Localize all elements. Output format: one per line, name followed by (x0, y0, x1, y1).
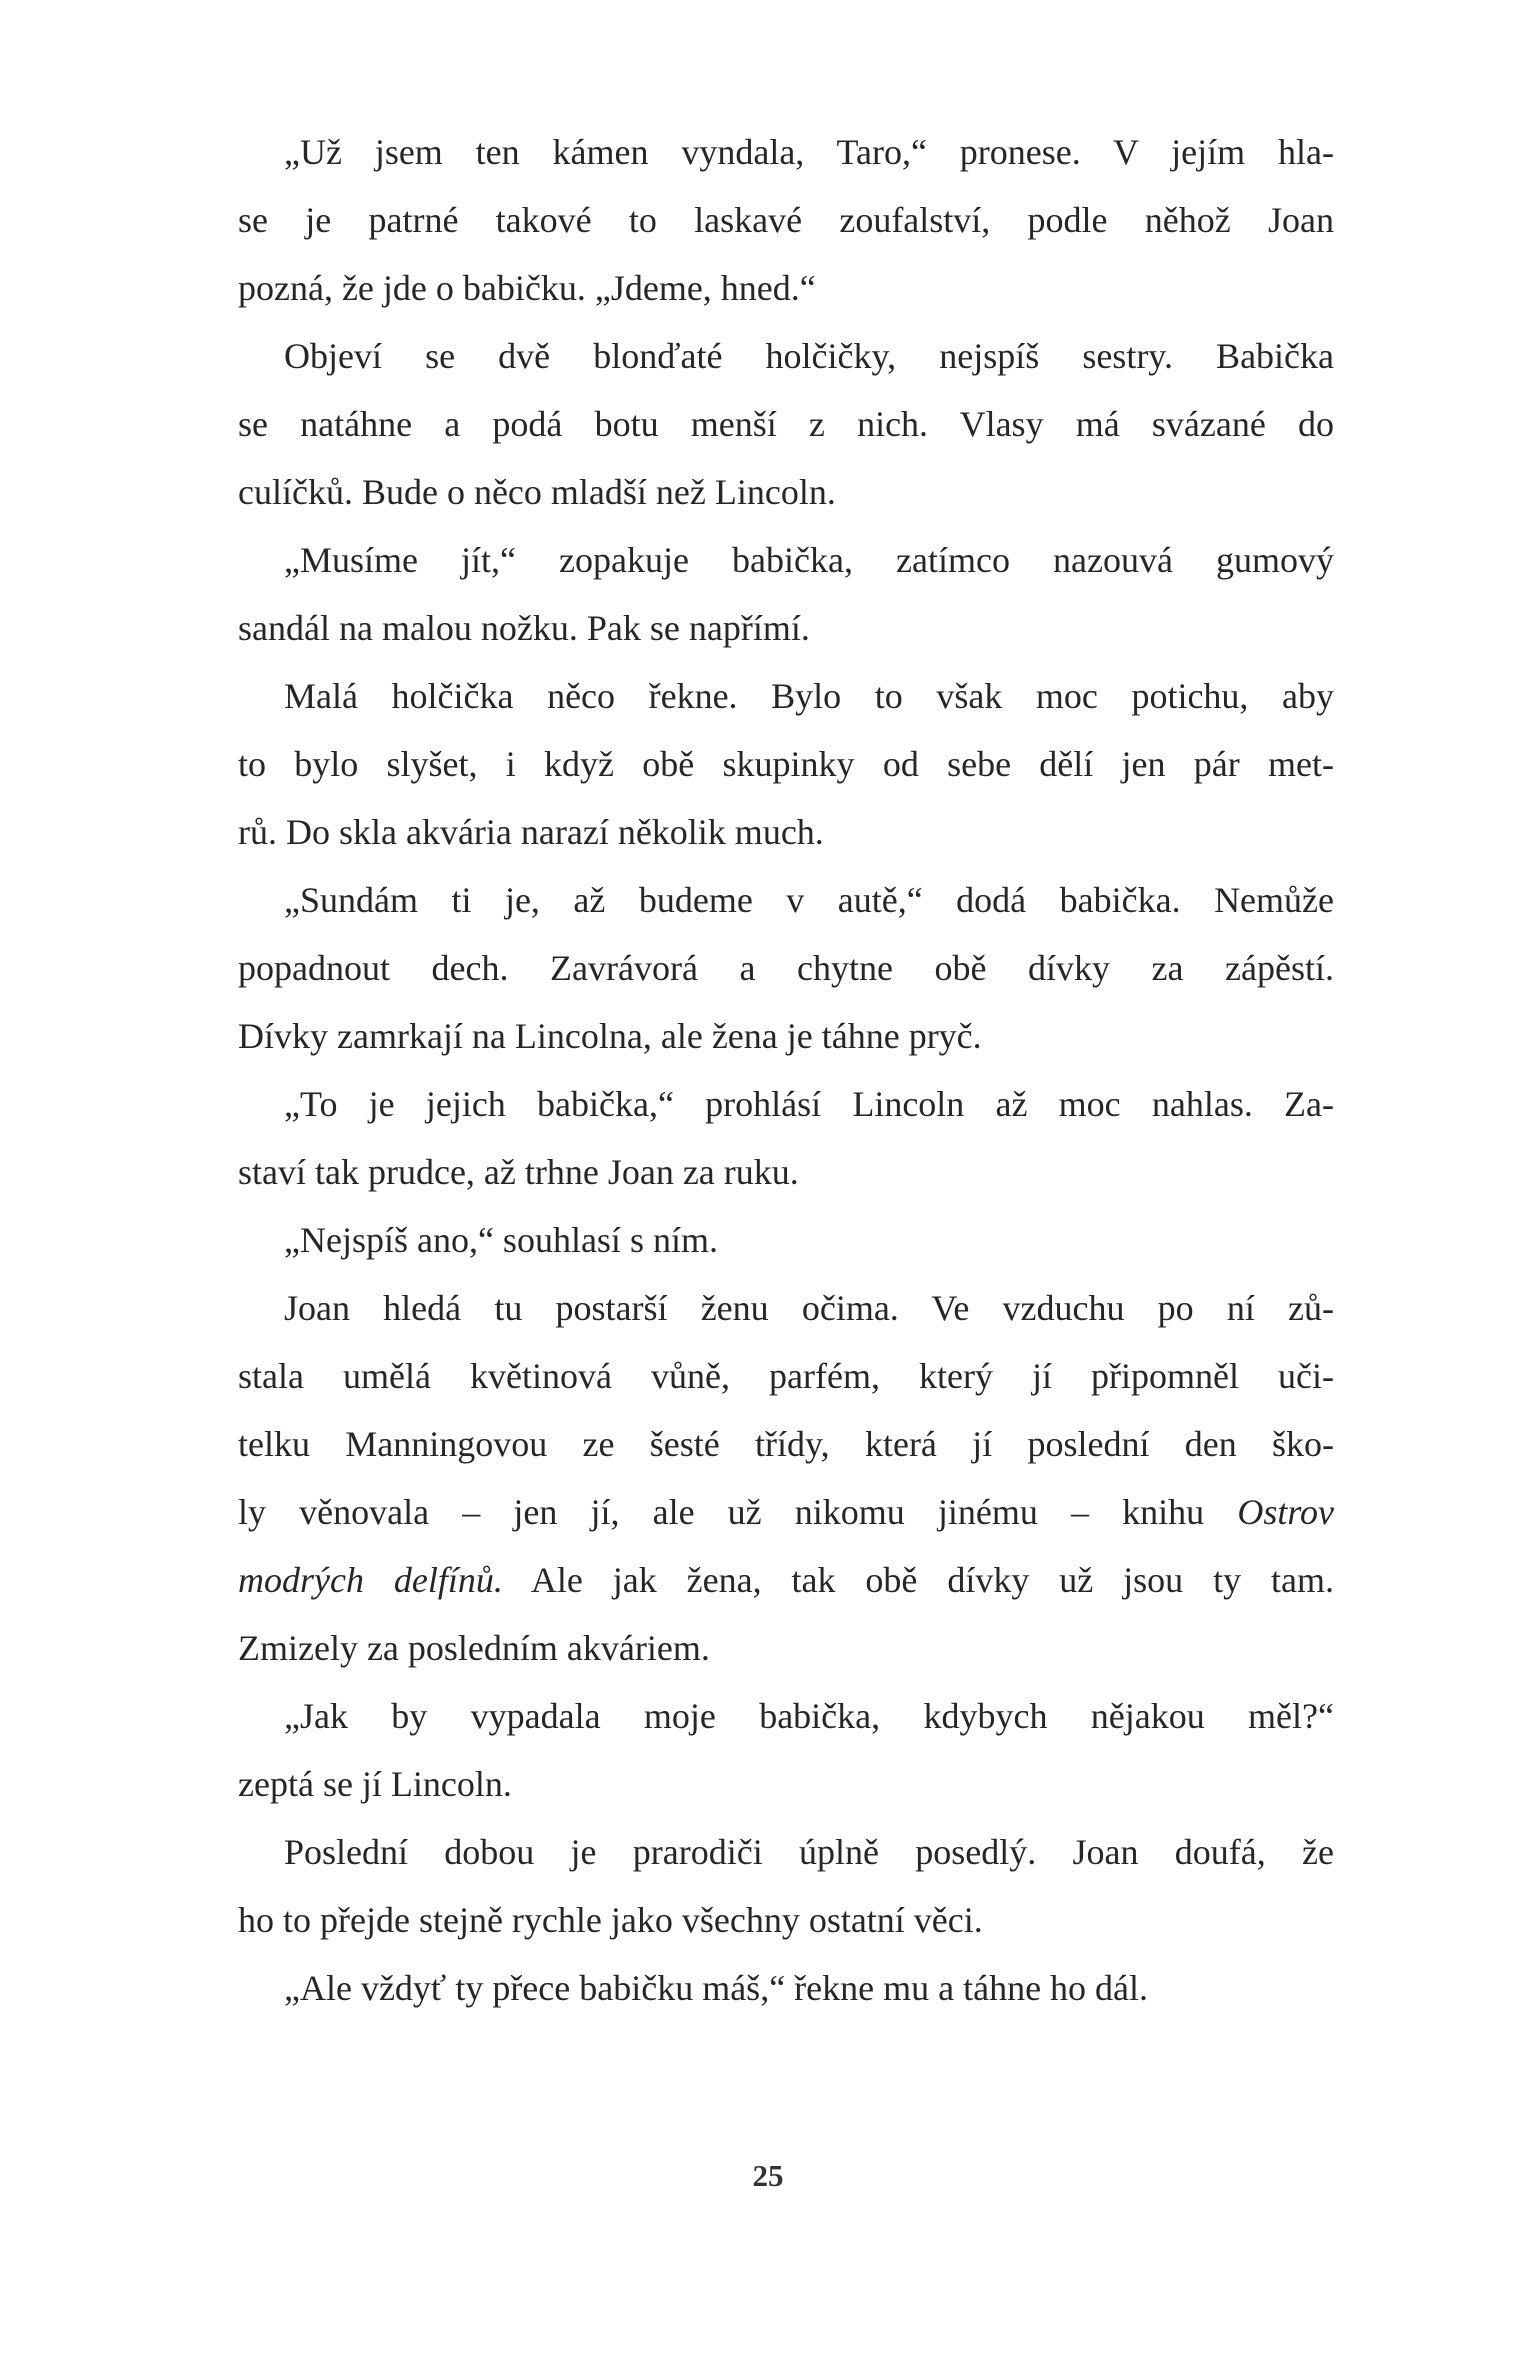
text-line (238, 1342, 1334, 1410)
paragraph (238, 1274, 1334, 1682)
paragraph (238, 1682, 1334, 1818)
text-segment: Ale jak žena, tak obě dívky už jsou ty tam. (502, 1560, 1335, 1600)
text-line (238, 1818, 1334, 1886)
text-line (238, 1886, 1334, 1954)
text-segment: pozná, že jde o babičku. „Jdeme, hned.“ (238, 268, 816, 308)
text-segment: popadnout dech. Zavrávorá a chytne obě dívky za zápěstí. (238, 948, 1334, 988)
text-segment: „Jak by vypadala moje babička, kdybych nějakou měl?“ (284, 1696, 1334, 1736)
text-line (238, 1410, 1334, 1478)
text-line (238, 1274, 1334, 1342)
text-segment: „Už jsem ten kámen vyndala, Taro,“ pronese. V jejím hla- (284, 132, 1334, 172)
text-segment: „Musíme jít,“ zopakuje babička, zatímco nazouvá gumový (284, 540, 1334, 580)
paragraph (238, 1954, 1334, 2022)
text-line (238, 730, 1334, 798)
text-segment: Joan hledá tu postarší ženu očima. Ve vzduchu po ní zů- (284, 1288, 1334, 1328)
text-segment: se natáhne a podá botu menší z nich. Vlasy má svázané do (238, 404, 1334, 444)
text-segment: „Sundám ti je, až budeme v autě,“ dodá babička. Nemůže (284, 880, 1334, 920)
paragraph (238, 1070, 1334, 1206)
text-segment: sandál na malou nožku. Pak se napřímí. (238, 608, 810, 648)
text-line (238, 1954, 1334, 2022)
text-line (238, 1002, 1334, 1070)
text-segment: „Ale vždyť ty přece babičku máš,“ řekne mu a táhne ho dál. (284, 1968, 1149, 2008)
text-segment: zeptá se jí Lincoln. (238, 1764, 512, 1804)
text-line (238, 662, 1334, 730)
text-segment: to bylo slyšet, i když obě skupinky od sebe dělí jen pár met- (238, 744, 1334, 784)
paragraph (238, 1818, 1334, 1954)
text-line (238, 186, 1334, 254)
text-segment: Zmizely za posledním akváriem. (238, 1628, 710, 1668)
text-line (238, 322, 1334, 390)
text-line (238, 866, 1334, 934)
text-line (238, 1546, 1334, 1614)
text-segment: Objeví se dvě blonďaté holčičky, nejspíš sestry. Babička (284, 336, 1334, 376)
text-line (238, 1206, 1334, 1274)
text-segment: ho to přejde stejně rychle jako všechny ostatní věci. (238, 1900, 983, 1940)
paragraph (238, 118, 1334, 322)
paragraph (238, 322, 1334, 526)
page-number: 25 (752, 2158, 784, 2193)
paragraph (238, 866, 1334, 1070)
text-line (238, 458, 1334, 526)
text-line (238, 1614, 1334, 1682)
text-line (238, 1478, 1334, 1546)
text-segment: „To je jejich babička,“ prohlásí Lincoln až moc nahlas. Za- (284, 1084, 1334, 1124)
text-line (238, 1070, 1334, 1138)
text-line (238, 1138, 1334, 1206)
text-segment: rů. Do skla akvária narazí několik much. (238, 812, 824, 852)
text-segment: stala umělá květinová vůně, parfém, který jí připomněl uči- (238, 1356, 1334, 1396)
text-segment: Malá holčička něco řekne. Bylo to však moc potichu, aby (284, 676, 1334, 716)
paragraph (238, 526, 1334, 662)
italic-text-segment: Ostrov (1237, 1492, 1334, 1532)
text-line (238, 1682, 1334, 1750)
text-segment: telku Manningovou ze šesté třídy, která jí poslední den ško- (238, 1424, 1334, 1464)
text-segment: Poslední dobou je prarodiči úplně posedlý. Joan doufá, že (284, 1832, 1334, 1872)
text-segment: se je patrné takové to laskavé zoufalství, podle něhož Joan (238, 200, 1334, 240)
text-line (238, 594, 1334, 662)
text-line (238, 1750, 1334, 1818)
text-line (238, 390, 1334, 458)
text-segment: „Nejspíš ano,“ souhlasí s ním. (284, 1220, 718, 1260)
italic-text-segment: modrých delfínů. (238, 1560, 503, 1600)
text-line (238, 798, 1334, 866)
text-line (238, 118, 1334, 186)
text-segment: ly věnovala – jen jí, ale už nikomu jinému – knihu (238, 1492, 1238, 1532)
text-segment: Dívky zamrkají na Lincolna, ale žena je táhne pryč. (238, 1016, 982, 1056)
text-line (238, 934, 1334, 1002)
text-line (238, 526, 1334, 594)
text-block (238, 118, 1334, 2022)
text-segment: staví tak prudce, až trhne Joan za ruku. (238, 1152, 799, 1192)
paragraph (238, 1206, 1334, 1274)
paragraph (238, 662, 1334, 866)
text-segment: culíčků. Bude o něco mladší než Lincoln. (238, 472, 836, 512)
text-line (238, 254, 1334, 322)
